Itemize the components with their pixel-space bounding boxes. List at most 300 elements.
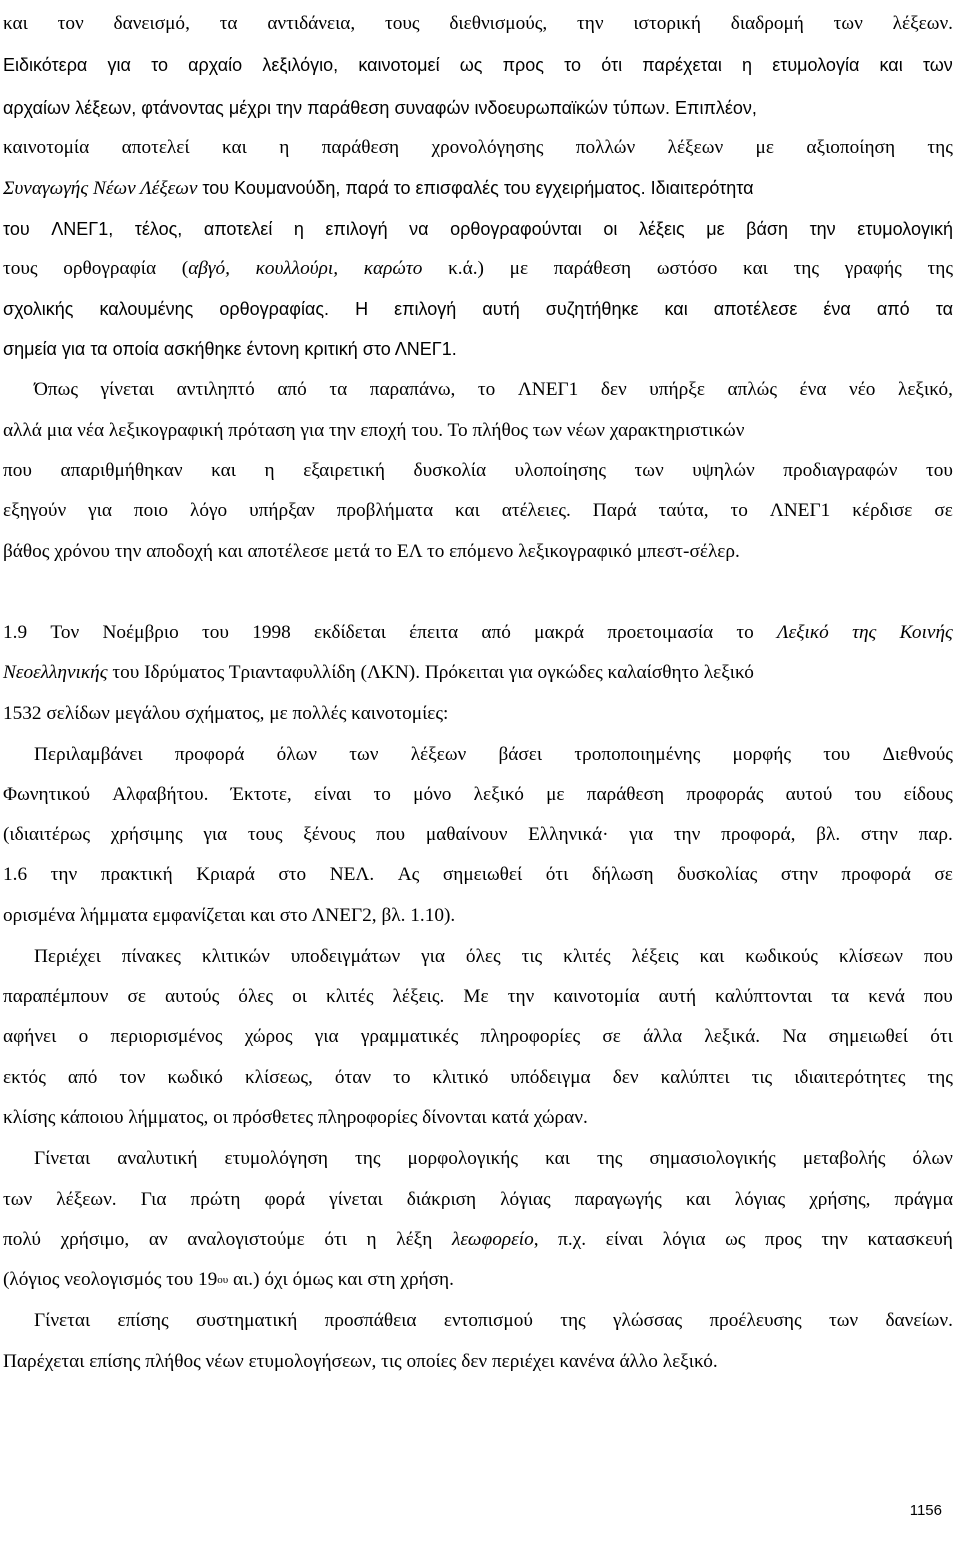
text-run: (λόγιος νεολογισμός του 19 bbox=[3, 1269, 218, 1290]
text-word bbox=[409, 217, 428, 242]
text-word bbox=[482, 297, 519, 322]
text-word bbox=[714, 297, 798, 322]
text-run: τέλος, bbox=[134, 219, 183, 239]
text-run: την bbox=[50, 864, 78, 885]
text-word bbox=[715, 985, 812, 1009]
text-run: εντοπισμού bbox=[443, 1310, 533, 1331]
text-word bbox=[385, 12, 420, 36]
text-word bbox=[607, 621, 713, 645]
text-word bbox=[743, 257, 768, 281]
text-word bbox=[88, 499, 112, 523]
text-word bbox=[518, 378, 578, 402]
text-word bbox=[151, 53, 168, 78]
text-run: Περιλαμβάνει bbox=[34, 744, 143, 765]
text-run: σημεία για τα οποία ασκήθηκε έντονη κριτική στο ΛΝΕΓ1. bbox=[3, 339, 457, 359]
text-run: κλιτές bbox=[325, 986, 374, 1007]
text-word bbox=[112, 783, 208, 807]
text-word bbox=[252, 621, 291, 645]
text-run: των bbox=[349, 744, 379, 765]
text-word bbox=[783, 459, 897, 483]
text-run: των bbox=[634, 460, 664, 481]
text-run: πολύ bbox=[3, 1229, 41, 1250]
text-word bbox=[649, 1147, 775, 1171]
text-run: το bbox=[736, 622, 754, 643]
text-run: βάσει bbox=[498, 744, 543, 765]
text-word bbox=[355, 297, 368, 322]
text-word bbox=[928, 257, 953, 281]
text-line bbox=[3, 823, 953, 847]
text-word bbox=[376, 823, 405, 847]
text-word bbox=[256, 257, 338, 281]
text-word bbox=[220, 12, 238, 36]
text-word bbox=[868, 1228, 953, 1252]
text-word bbox=[752, 1066, 773, 1090]
text-word bbox=[700, 945, 725, 969]
text-word bbox=[3, 217, 30, 242]
text-run: ότι bbox=[930, 1026, 953, 1047]
text-run: ορθογραφία bbox=[63, 258, 157, 279]
text-run: στο bbox=[278, 864, 307, 885]
text-word bbox=[756, 136, 774, 160]
text-run: 1.9 bbox=[3, 622, 28, 643]
text-run: για bbox=[421, 946, 445, 967]
text-word bbox=[444, 1309, 533, 1333]
text-run: επιλογή bbox=[394, 299, 457, 319]
text-run: αρχαίο bbox=[188, 55, 243, 75]
text-word bbox=[448, 257, 484, 281]
text-word bbox=[337, 499, 433, 523]
text-run: (ιδιαιτέρως bbox=[3, 824, 90, 845]
text-word bbox=[3, 53, 87, 78]
text-line bbox=[3, 1106, 953, 1130]
text-run: Γίνεται bbox=[34, 1310, 91, 1331]
text-word bbox=[706, 217, 724, 242]
text-run: το bbox=[477, 379, 496, 400]
text-word bbox=[245, 1066, 313, 1090]
text-word bbox=[558, 1228, 586, 1252]
text-run: μακρά bbox=[534, 622, 585, 643]
text-word bbox=[449, 12, 547, 36]
text-run: το bbox=[373, 784, 391, 805]
text-word bbox=[923, 53, 953, 78]
text-run: δανεισμό, bbox=[113, 13, 190, 34]
text-run: ΝΕΛ. bbox=[329, 864, 375, 885]
text-run: ένα bbox=[799, 379, 827, 400]
text-run: το bbox=[393, 1067, 411, 1088]
text-word bbox=[408, 1147, 519, 1171]
text-word bbox=[576, 136, 635, 160]
text-run: δυσκολίας bbox=[677, 864, 758, 885]
text-run: ορθογραφούνται bbox=[450, 219, 582, 239]
text-word bbox=[367, 1228, 377, 1252]
text-line bbox=[3, 12, 953, 36]
text-word bbox=[34, 945, 101, 969]
text-run: και bbox=[3, 13, 28, 34]
text-line bbox=[3, 985, 953, 1009]
text-word bbox=[770, 499, 830, 523]
text-word bbox=[3, 823, 90, 847]
text-run: τις bbox=[521, 946, 543, 967]
text-run: Έκτοτε, bbox=[230, 784, 292, 805]
text-word bbox=[661, 1066, 730, 1090]
text-run: Παρέχεται επίσης πλήθος νέων ετυμολογήσεων, τις οποίες δεν περιέχει κανένα άλλο λεξικό. bbox=[3, 1351, 718, 1372]
text-run: ορθογραφίας. bbox=[219, 299, 330, 319]
text-word bbox=[277, 743, 317, 767]
text-word bbox=[56, 1188, 116, 1212]
text-run: λόγια bbox=[662, 1229, 706, 1250]
text-word bbox=[852, 499, 912, 523]
text-word bbox=[34, 743, 143, 767]
text-run: της bbox=[927, 258, 953, 279]
text-run: σημειωθεί bbox=[828, 1026, 908, 1047]
text-run: Κριαρά bbox=[196, 864, 255, 885]
text-word bbox=[861, 823, 898, 847]
text-run: πράγμα bbox=[894, 1189, 953, 1210]
text-run: για bbox=[629, 824, 654, 845]
text-run: προς bbox=[502, 55, 544, 75]
text-run: με bbox=[509, 258, 529, 279]
text-word bbox=[443, 863, 522, 887]
text-run: βλ. bbox=[816, 824, 841, 845]
text-run: εκδίδεται bbox=[314, 622, 386, 643]
text-run: η bbox=[264, 460, 275, 481]
text-run: από bbox=[481, 622, 511, 643]
text-run: διεθνισμούς, bbox=[449, 13, 548, 34]
text-word bbox=[324, 1228, 347, 1252]
text-word bbox=[742, 53, 752, 78]
text-word bbox=[829, 1309, 858, 1333]
text-run: επιλογή bbox=[325, 219, 388, 239]
text-run: Διεθνούς bbox=[882, 744, 953, 765]
text-word bbox=[433, 1066, 489, 1090]
text-run: Γίνεται bbox=[34, 1148, 91, 1169]
text-word bbox=[191, 1188, 241, 1212]
text-word bbox=[374, 783, 391, 807]
text-run: όταν bbox=[334, 1067, 372, 1088]
text-word bbox=[657, 257, 718, 281]
text-word bbox=[841, 863, 911, 887]
text-run: αφήνει bbox=[3, 1026, 57, 1047]
text-run: μορφής bbox=[732, 744, 791, 765]
text-run: καλύπτει bbox=[660, 1067, 730, 1088]
text-run: του bbox=[854, 784, 882, 805]
text-run: αλλά μια νέα λεξικογραφική πρόταση για την εποχή του. Το πλήθος των νέων χαρακτηριστικών bbox=[3, 420, 745, 441]
text-run: 1.6 bbox=[3, 864, 28, 885]
text-run: λεξικό bbox=[473, 784, 524, 805]
text-word bbox=[167, 1066, 222, 1090]
text-run: αι.) όχι όμως και στη χρήση. bbox=[228, 1269, 454, 1290]
text-word bbox=[314, 621, 386, 645]
text-run: ωστόσο bbox=[656, 258, 718, 279]
text-run: εκτός bbox=[3, 1067, 46, 1088]
text-run: κλιτικό bbox=[432, 1067, 489, 1088]
text-run: ιδιαιτερότητες bbox=[794, 1067, 906, 1088]
text-word bbox=[322, 136, 399, 160]
text-run: ταύτα, bbox=[658, 500, 709, 521]
text-run: Παρά bbox=[592, 500, 637, 521]
text-word bbox=[478, 378, 495, 402]
text-run: λόγιας bbox=[734, 1189, 786, 1210]
text-run: δανείων. bbox=[885, 1310, 953, 1331]
italic-text: της bbox=[852, 622, 877, 643]
text-run: τους bbox=[3, 258, 38, 279]
text-line bbox=[3, 1066, 953, 1090]
text-word bbox=[202, 621, 229, 645]
text-run: των bbox=[828, 1310, 859, 1331]
text-run: όλων bbox=[912, 1148, 953, 1169]
text-run: είδους bbox=[903, 784, 953, 805]
text-run: γραφής bbox=[844, 258, 902, 279]
text-run: των bbox=[922, 55, 953, 75]
text-run: αν bbox=[148, 1229, 168, 1250]
text-run: σε bbox=[934, 864, 953, 885]
text-run: όλες bbox=[238, 986, 274, 1007]
text-word bbox=[930, 1025, 953, 1049]
text-run: προς bbox=[765, 1229, 802, 1250]
text-run: δεν bbox=[600, 379, 627, 400]
text-word bbox=[114, 12, 190, 36]
text-run: κλιτές bbox=[563, 946, 611, 967]
text-word bbox=[58, 12, 84, 36]
text-run: λέξεις. bbox=[392, 986, 445, 1007]
text-word bbox=[898, 378, 953, 402]
text-word bbox=[3, 1066, 46, 1090]
text-word bbox=[329, 1188, 383, 1212]
text-word bbox=[510, 1066, 590, 1090]
text-word bbox=[326, 985, 374, 1009]
text-word bbox=[553, 985, 639, 1009]
text-line bbox=[3, 783, 953, 807]
text-run: και bbox=[454, 500, 480, 521]
text-run: κατασκευή bbox=[867, 1229, 953, 1250]
text-word bbox=[3, 297, 73, 322]
text-line bbox=[3, 136, 953, 160]
text-word bbox=[202, 945, 270, 969]
text-run: χρονολόγησης bbox=[431, 137, 544, 158]
text-run: φορά bbox=[264, 1189, 306, 1210]
text-word bbox=[546, 863, 569, 887]
text-run: πρακτική bbox=[100, 864, 173, 885]
text-word bbox=[816, 823, 840, 847]
text-word bbox=[800, 378, 827, 402]
text-word bbox=[111, 1025, 223, 1049]
text-run: παραπάνω, bbox=[369, 379, 456, 400]
text-run: και bbox=[685, 1189, 711, 1210]
italic-text: κουλλούρι, bbox=[255, 258, 339, 279]
text-word bbox=[877, 297, 910, 322]
text-word bbox=[135, 217, 183, 242]
text-run: κενά bbox=[868, 986, 905, 1007]
text-word bbox=[574, 743, 700, 767]
text-word bbox=[134, 499, 168, 523]
text-run: ο bbox=[78, 1026, 89, 1047]
text-run: λέξεων bbox=[410, 744, 467, 765]
text-run: στην bbox=[860, 824, 898, 845]
text-word bbox=[34, 1147, 90, 1171]
text-run: ( bbox=[181, 258, 189, 279]
text-run: εξηγούν bbox=[3, 500, 67, 521]
text-word bbox=[122, 945, 181, 969]
text-run: παρ. bbox=[918, 824, 953, 845]
text-word bbox=[721, 823, 795, 847]
text-word bbox=[452, 1228, 539, 1252]
text-word bbox=[3, 136, 89, 160]
text-word bbox=[704, 1025, 760, 1049]
text-word bbox=[111, 823, 183, 847]
text-run: είναι bbox=[605, 1229, 644, 1250]
text-run: τους bbox=[247, 824, 283, 845]
text-word bbox=[845, 257, 902, 281]
text-run: πίνακες bbox=[121, 946, 181, 967]
text-word bbox=[330, 863, 375, 887]
text-word bbox=[431, 136, 543, 160]
text-run: χώρος bbox=[244, 1026, 293, 1047]
text-run: παραγωγής bbox=[574, 1189, 662, 1210]
text-line bbox=[34, 743, 953, 767]
text-run: η bbox=[279, 137, 290, 158]
text-line bbox=[3, 1188, 953, 1212]
text-line bbox=[3, 661, 953, 685]
text-run: νέο bbox=[848, 379, 876, 400]
text-word bbox=[474, 783, 524, 807]
text-run: λέξεων. bbox=[892, 13, 953, 34]
text-run: αξιοποίηση bbox=[806, 137, 896, 158]
text-word bbox=[245, 1025, 293, 1049]
text-run: παράθεση bbox=[321, 137, 400, 158]
text-run: ετυμολογική bbox=[857, 219, 953, 239]
text-run: καινοτομία bbox=[3, 137, 90, 158]
text-run: περιορισμένος bbox=[110, 1026, 223, 1047]
text-run: και bbox=[879, 55, 903, 75]
text-word bbox=[601, 378, 627, 402]
text-run: των bbox=[3, 1189, 33, 1210]
text-word bbox=[601, 53, 622, 78]
text-run: Με bbox=[463, 986, 489, 1007]
text-word bbox=[725, 1228, 745, 1252]
text-word bbox=[407, 1188, 476, 1212]
text-word bbox=[503, 53, 544, 78]
text-word bbox=[413, 783, 451, 807]
text-word bbox=[735, 1188, 785, 1212]
text-run: υπόδειγμα bbox=[510, 1067, 591, 1088]
text-word bbox=[839, 945, 903, 969]
text-run: την bbox=[577, 13, 604, 34]
text-word bbox=[190, 499, 227, 523]
text-word bbox=[895, 1188, 953, 1212]
text-word bbox=[522, 945, 543, 969]
text-run: που bbox=[923, 946, 953, 967]
text-run: μορφολογικής bbox=[407, 1148, 519, 1169]
text-run: άλλα bbox=[643, 1026, 683, 1047]
text-word bbox=[794, 1066, 905, 1090]
text-word bbox=[329, 378, 347, 402]
text-word bbox=[924, 985, 953, 1009]
text-run: πολλών bbox=[575, 137, 636, 158]
text-run: να bbox=[409, 219, 429, 239]
text-run: ότι bbox=[601, 55, 623, 75]
text-word bbox=[831, 985, 849, 1009]
text-word bbox=[222, 136, 247, 160]
text-run: εξαιρετική bbox=[303, 460, 385, 481]
text-word bbox=[577, 12, 604, 36]
text-run: οι bbox=[292, 986, 307, 1007]
text-run: Επιπλέον, bbox=[675, 98, 757, 118]
text-word bbox=[291, 945, 400, 969]
text-run: το bbox=[151, 55, 168, 75]
text-run: κωδικό bbox=[167, 1067, 223, 1088]
text-run: Για bbox=[140, 1189, 167, 1210]
text-word bbox=[564, 53, 581, 78]
text-run: Περιέχει bbox=[34, 946, 101, 967]
text-word bbox=[481, 1025, 581, 1049]
text-run: υποδειγμάτων bbox=[290, 946, 401, 967]
text-run: αντιληπτό bbox=[176, 379, 255, 400]
text-run: την bbox=[821, 1229, 848, 1250]
text-word bbox=[597, 1147, 622, 1171]
text-run: γίνεται bbox=[100, 379, 155, 400]
text-run: αποτέλεσε bbox=[713, 299, 798, 319]
text-word bbox=[663, 1228, 706, 1252]
text-word bbox=[175, 743, 245, 767]
text-word bbox=[51, 217, 113, 242]
text-word bbox=[455, 499, 480, 523]
text-line bbox=[3, 1350, 953, 1374]
text-word bbox=[450, 217, 582, 242]
text-word bbox=[782, 1025, 806, 1049]
text-run: ότι bbox=[324, 1229, 347, 1250]
text-run: λέξεις bbox=[638, 219, 685, 239]
text-run: λεξιλόγιο, bbox=[262, 55, 339, 75]
text-line bbox=[3, 176, 953, 201]
text-run: σχολικής bbox=[3, 299, 74, 319]
text-run: λεξικό, bbox=[897, 379, 953, 400]
text-run: βάση bbox=[746, 219, 789, 239]
text-word bbox=[421, 945, 445, 969]
text-run: τα bbox=[329, 379, 348, 400]
text-run: και bbox=[211, 460, 236, 481]
text-word bbox=[587, 783, 664, 807]
text-word bbox=[823, 743, 850, 767]
text-word bbox=[211, 459, 236, 483]
text-run: π.χ. bbox=[558, 1229, 587, 1250]
text-word bbox=[868, 985, 905, 1009]
text-run: ετυμολογία bbox=[772, 55, 860, 75]
text-word bbox=[460, 53, 483, 78]
text-run: σε bbox=[934, 500, 953, 521]
text-line bbox=[3, 863, 953, 887]
text-run: μόνο bbox=[413, 784, 452, 805]
text-word bbox=[639, 217, 685, 242]
text-word bbox=[806, 136, 895, 160]
text-run: προφορά bbox=[841, 864, 911, 885]
text-word bbox=[733, 743, 791, 767]
italic-text: καρώτο bbox=[363, 258, 423, 279]
text-run: της bbox=[793, 258, 820, 279]
text-word bbox=[361, 1025, 458, 1049]
text-run: λεξικά. bbox=[704, 1026, 761, 1047]
text-word bbox=[463, 985, 488, 1009]
text-run: σημασιολογικής bbox=[649, 1148, 776, 1169]
text-word bbox=[481, 621, 510, 645]
text-run: Τον bbox=[50, 622, 80, 643]
text-run: Η bbox=[355, 299, 369, 319]
text-word bbox=[927, 136, 952, 160]
text-run: ορισμένα λήμματα εμφανίζεται και στο ΛΝΕΓ2, βλ. 1.10). bbox=[3, 905, 456, 926]
text-line bbox=[3, 297, 953, 322]
text-run: πρώτη bbox=[190, 1189, 241, 1210]
text-word bbox=[659, 985, 696, 1009]
text-word bbox=[34, 378, 78, 402]
